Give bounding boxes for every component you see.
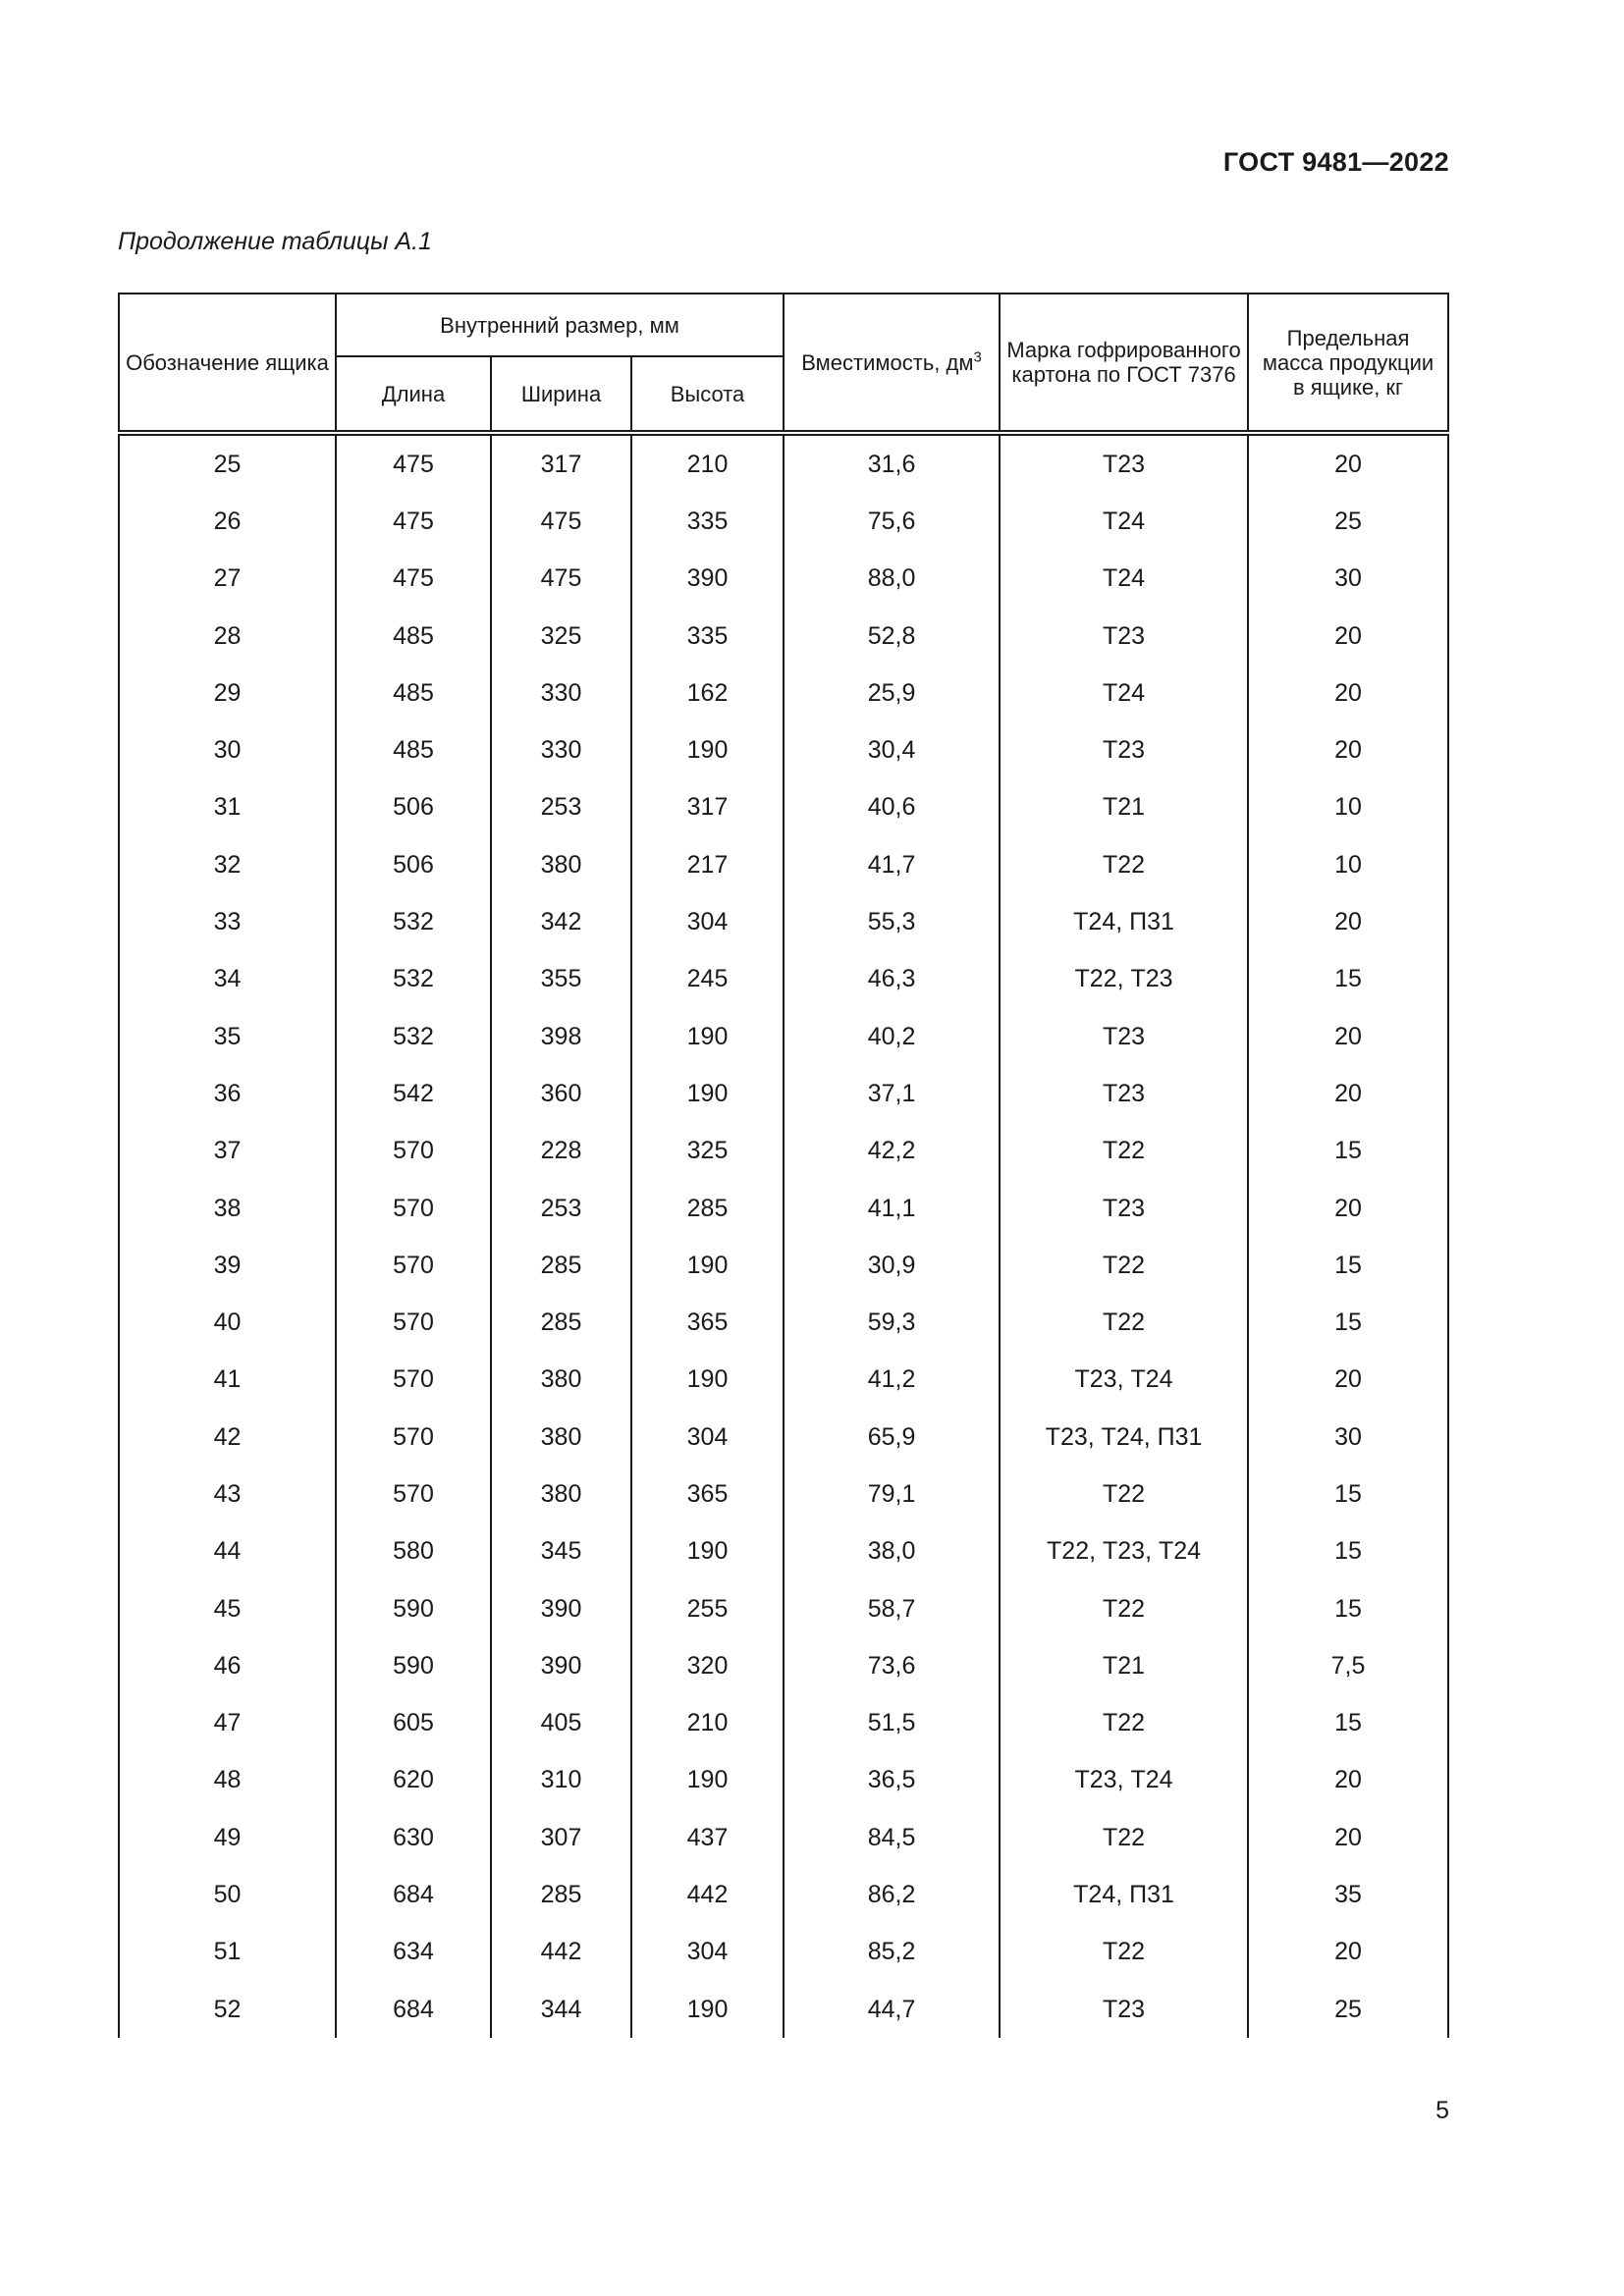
- table-row: [119, 433, 1448, 493]
- cell-grade: Т22: [1000, 1809, 1248, 1866]
- cell-designation: 48: [119, 1752, 336, 1809]
- cell-width: 285: [491, 1294, 631, 1351]
- cell-height: 325: [631, 1123, 784, 1180]
- cell-height: 304: [631, 893, 784, 950]
- cell-capacity: 31,6: [784, 433, 1000, 493]
- cell-capacity: 41,2: [784, 1352, 1000, 1409]
- cell-designation: 31: [119, 779, 336, 836]
- cell-grade: Т24, П31: [1000, 1866, 1248, 1923]
- cell-max-mass: 20: [1248, 433, 1448, 493]
- cell-max-mass: 15: [1248, 1695, 1448, 1752]
- cell-length: 684: [336, 1866, 491, 1923]
- cell-grade: Т21: [1000, 779, 1248, 836]
- table-row: [119, 1752, 1448, 1809]
- cell-height: 190: [631, 1065, 784, 1122]
- cell-grade: Т24: [1000, 493, 1248, 550]
- cell-length: 542: [336, 1065, 491, 1122]
- cell-grade: Т23: [1000, 1981, 1248, 2038]
- cell-grade: Т22: [1000, 1580, 1248, 1637]
- cell-max-mass: 20: [1248, 1752, 1448, 1809]
- cell-height: 365: [631, 1466, 784, 1522]
- cell-length: 475: [336, 433, 491, 493]
- table-row: [119, 1924, 1448, 1981]
- cell-designation: 45: [119, 1580, 336, 1637]
- cell-height: 335: [631, 493, 784, 550]
- cell-designation: 26: [119, 493, 336, 550]
- cell-length: 485: [336, 608, 491, 665]
- table-row: [119, 1809, 1448, 1866]
- cell-length: 570: [336, 1294, 491, 1351]
- cell-height: 190: [631, 1352, 784, 1409]
- cell-capacity: 51,5: [784, 1695, 1000, 1752]
- cell-height: 335: [631, 608, 784, 665]
- cell-max-mass: 15: [1248, 1294, 1448, 1351]
- cell-length: 506: [336, 836, 491, 893]
- cell-width: 317: [491, 433, 631, 493]
- table-caption: Продолжение таблицы А.1: [118, 228, 432, 255]
- table-row: [119, 951, 1448, 1008]
- table-row: [119, 1294, 1448, 1351]
- cell-max-mass: 10: [1248, 779, 1448, 836]
- cell-max-mass: 20: [1248, 1809, 1448, 1866]
- cell-width: 380: [491, 1352, 631, 1409]
- cell-length: 605: [336, 1695, 491, 1752]
- cell-max-mass: 35: [1248, 1866, 1448, 1923]
- cell-capacity: 40,6: [784, 779, 1000, 836]
- cell-capacity: 52,8: [784, 608, 1000, 665]
- cell-length: 532: [336, 1008, 491, 1065]
- cell-capacity: 42,2: [784, 1123, 1000, 1180]
- cell-designation: 43: [119, 1466, 336, 1522]
- cell-capacity: 59,3: [784, 1294, 1000, 1351]
- header-designation: Обозначение ящика: [119, 294, 336, 433]
- cell-capacity: 46,3: [784, 951, 1000, 1008]
- cell-grade: Т22, Т23, Т24: [1000, 1523, 1248, 1580]
- cell-width: 330: [491, 665, 631, 721]
- cell-max-mass: 20: [1248, 1065, 1448, 1122]
- cell-width: 285: [491, 1237, 631, 1294]
- table-row: [119, 1123, 1448, 1180]
- cell-width: 342: [491, 893, 631, 950]
- cell-width: 390: [491, 1637, 631, 1694]
- cell-height: 190: [631, 721, 784, 778]
- cell-capacity: 84,5: [784, 1809, 1000, 1866]
- cell-designation: 25: [119, 433, 336, 493]
- page-number: 5: [1435, 2097, 1449, 2124]
- cell-designation: 49: [119, 1809, 336, 1866]
- cell-capacity: 25,9: [784, 665, 1000, 721]
- cell-designation: 27: [119, 551, 336, 608]
- cell-max-mass: 25: [1248, 1981, 1448, 2038]
- cell-length: 630: [336, 1809, 491, 1866]
- cell-grade: Т24: [1000, 551, 1248, 608]
- cell-height: 365: [631, 1294, 784, 1351]
- document-code: ГОСТ 9481—2022: [1222, 147, 1449, 177]
- table-row: [119, 493, 1448, 550]
- cell-height: 285: [631, 1180, 784, 1237]
- cell-capacity: 30,4: [784, 721, 1000, 778]
- cell-grade: Т23, Т24: [1000, 1752, 1248, 1809]
- cell-capacity: 36,5: [784, 1752, 1000, 1809]
- cell-width: 360: [491, 1065, 631, 1122]
- table-row: [119, 1008, 1448, 1065]
- cell-width: 390: [491, 1580, 631, 1637]
- cell-height: 304: [631, 1924, 784, 1981]
- cell-designation: 41: [119, 1352, 336, 1409]
- cell-max-mass: 15: [1248, 1523, 1448, 1580]
- cell-designation: 44: [119, 1523, 336, 1580]
- cell-grade: Т24: [1000, 665, 1248, 721]
- cell-length: 485: [336, 721, 491, 778]
- cell-height: 210: [631, 1695, 784, 1752]
- header-width: Ширина: [491, 356, 631, 433]
- cell-grade: Т23: [1000, 1065, 1248, 1122]
- cell-grade: Т22, Т23: [1000, 951, 1248, 1008]
- cell-designation: 40: [119, 1294, 336, 1351]
- cell-height: 255: [631, 1580, 784, 1637]
- cell-length: 570: [336, 1237, 491, 1294]
- cell-designation: 50: [119, 1866, 336, 1923]
- cell-designation: 32: [119, 836, 336, 893]
- cell-designation: 33: [119, 893, 336, 950]
- cell-grade: Т22: [1000, 1294, 1248, 1351]
- cell-width: 380: [491, 836, 631, 893]
- cell-length: 475: [336, 551, 491, 608]
- cell-max-mass: 15: [1248, 1580, 1448, 1637]
- table-row: [119, 1466, 1448, 1522]
- table-row: [119, 1065, 1448, 1122]
- table-row: [119, 608, 1448, 665]
- header-inner-size: Внутренний размер, мм: [336, 294, 784, 356]
- cell-grade: Т24, П31: [1000, 893, 1248, 950]
- boxes-table: [118, 293, 1449, 2038]
- cell-length: 590: [336, 1637, 491, 1694]
- cell-width: 285: [491, 1866, 631, 1923]
- cell-capacity: 88,0: [784, 551, 1000, 608]
- cell-width: 253: [491, 779, 631, 836]
- cell-width: 442: [491, 1924, 631, 1981]
- cell-capacity: 86,2: [784, 1866, 1000, 1923]
- cell-max-mass: 7,5: [1248, 1637, 1448, 1694]
- cell-max-mass: 20: [1248, 1924, 1448, 1981]
- cell-width: 307: [491, 1809, 631, 1866]
- cell-designation: 36: [119, 1065, 336, 1122]
- cell-length: 570: [336, 1123, 491, 1180]
- cell-length: 620: [336, 1752, 491, 1809]
- cell-height: 320: [631, 1637, 784, 1694]
- cell-width: 253: [491, 1180, 631, 1237]
- cell-max-mass: 25: [1248, 493, 1448, 550]
- table-row: [119, 1352, 1448, 1409]
- cell-capacity: 73,6: [784, 1637, 1000, 1694]
- cell-designation: 37: [119, 1123, 336, 1180]
- cell-length: 532: [336, 893, 491, 950]
- cell-max-mass: 20: [1248, 721, 1448, 778]
- cell-height: 442: [631, 1866, 784, 1923]
- cell-capacity: 85,2: [784, 1924, 1000, 1981]
- cell-width: 398: [491, 1008, 631, 1065]
- cell-height: 437: [631, 1809, 784, 1866]
- cell-max-mass: 20: [1248, 665, 1448, 721]
- header-length: Длина: [336, 356, 491, 433]
- table-row: [119, 836, 1448, 893]
- cell-length: 580: [336, 1523, 491, 1580]
- cell-capacity: 41,7: [784, 836, 1000, 893]
- table-row: [119, 1180, 1448, 1237]
- cell-length: 634: [336, 1924, 491, 1981]
- cell-width: 344: [491, 1981, 631, 2038]
- table-row: [119, 1866, 1448, 1923]
- table-row: [119, 779, 1448, 836]
- cell-width: 345: [491, 1523, 631, 1580]
- cell-capacity: 75,6: [784, 493, 1000, 550]
- cell-height: 190: [631, 1752, 784, 1809]
- cell-length: 570: [336, 1180, 491, 1237]
- header-max-mass: Предельная масса продукции в ящике, кг: [1248, 294, 1448, 433]
- cell-length: 570: [336, 1409, 491, 1466]
- cell-grade: Т23: [1000, 1180, 1248, 1237]
- table-body: [119, 433, 1448, 2038]
- cell-max-mass: 10: [1248, 836, 1448, 893]
- table-row: [119, 1637, 1448, 1694]
- cell-max-mass: 20: [1248, 1352, 1448, 1409]
- header-capacity-label: Вместимость, дм: [801, 349, 974, 375]
- cell-capacity: 38,0: [784, 1523, 1000, 1580]
- cell-max-mass: 20: [1248, 1180, 1448, 1237]
- cell-capacity: 37,1: [784, 1065, 1000, 1122]
- cell-capacity: 44,7: [784, 1981, 1000, 2038]
- header-capacity: [784, 294, 1000, 433]
- cell-max-mass: 30: [1248, 551, 1448, 608]
- header-grade: Марка гофрированного картона по ГОСТ 7376: [1000, 294, 1248, 433]
- cell-width: 310: [491, 1752, 631, 1809]
- cell-max-mass: 15: [1248, 1237, 1448, 1294]
- cell-grade: Т22: [1000, 1924, 1248, 1981]
- cell-designation: 35: [119, 1008, 336, 1065]
- cell-length: 485: [336, 665, 491, 721]
- cell-capacity: 65,9: [784, 1409, 1000, 1466]
- table-row: [119, 1981, 1448, 2038]
- cell-grade: Т22: [1000, 1466, 1248, 1522]
- cell-height: 245: [631, 951, 784, 1008]
- cell-height: 190: [631, 1008, 784, 1065]
- cell-capacity: 40,2: [784, 1008, 1000, 1065]
- cell-designation: 30: [119, 721, 336, 778]
- cell-max-mass: 15: [1248, 1466, 1448, 1522]
- cell-length: 590: [336, 1580, 491, 1637]
- cell-designation: 39: [119, 1237, 336, 1294]
- cell-capacity: 30,9: [784, 1237, 1000, 1294]
- cell-designation: 51: [119, 1924, 336, 1981]
- cell-length: 684: [336, 1981, 491, 2038]
- cell-height: 190: [631, 1981, 784, 2038]
- cell-capacity: 55,3: [784, 893, 1000, 950]
- cell-length: 570: [336, 1466, 491, 1522]
- table-row: [119, 1695, 1448, 1752]
- cell-grade: Т23, Т24: [1000, 1352, 1248, 1409]
- cell-grade: Т23: [1000, 608, 1248, 665]
- cell-height: 190: [631, 1237, 784, 1294]
- cell-designation: 47: [119, 1695, 336, 1752]
- cell-width: 405: [491, 1695, 631, 1752]
- cell-width: 380: [491, 1466, 631, 1522]
- cell-max-mass: 20: [1248, 608, 1448, 665]
- cell-capacity: 41,1: [784, 1180, 1000, 1237]
- cell-width: 330: [491, 721, 631, 778]
- cell-height: 190: [631, 1523, 784, 1580]
- cell-grade: Т22: [1000, 836, 1248, 893]
- cell-designation: 42: [119, 1409, 336, 1466]
- cell-length: 475: [336, 493, 491, 550]
- cell-max-mass: 20: [1248, 1008, 1448, 1065]
- cell-grade: Т23, Т24, П31: [1000, 1409, 1248, 1466]
- table-row: [119, 893, 1448, 950]
- cell-grade: Т23: [1000, 1008, 1248, 1065]
- cell-width: 475: [491, 551, 631, 608]
- header-capacity-exponent: 3: [973, 348, 982, 366]
- cell-designation: 46: [119, 1637, 336, 1694]
- cell-grade: Т23: [1000, 433, 1248, 493]
- cell-grade: Т22: [1000, 1237, 1248, 1294]
- cell-width: 380: [491, 1409, 631, 1466]
- cell-capacity: 79,1: [784, 1466, 1000, 1522]
- table-row: [119, 721, 1448, 778]
- cell-width: 325: [491, 608, 631, 665]
- cell-max-mass: 20: [1248, 893, 1448, 950]
- cell-height: 210: [631, 433, 784, 493]
- cell-width: 475: [491, 493, 631, 550]
- cell-capacity: 58,7: [784, 1580, 1000, 1637]
- cell-height: 317: [631, 779, 784, 836]
- table-row: [119, 1523, 1448, 1580]
- cell-width: 228: [491, 1123, 631, 1180]
- cell-height: 217: [631, 836, 784, 893]
- cell-length: 532: [336, 951, 491, 1008]
- table-row: [119, 1580, 1448, 1637]
- cell-length: 570: [336, 1352, 491, 1409]
- cell-designation: 52: [119, 1981, 336, 2038]
- cell-height: 390: [631, 551, 784, 608]
- cell-height: 162: [631, 665, 784, 721]
- cell-max-mass: 15: [1248, 1123, 1448, 1180]
- cell-designation: 38: [119, 1180, 336, 1237]
- table-row: [119, 1409, 1448, 1466]
- cell-width: 355: [491, 951, 631, 1008]
- cell-max-mass: 15: [1248, 951, 1448, 1008]
- table-row: [119, 665, 1448, 721]
- cell-grade: Т22: [1000, 1695, 1248, 1752]
- cell-height: 304: [631, 1409, 784, 1466]
- cell-designation: 28: [119, 608, 336, 665]
- cell-length: 506: [336, 779, 491, 836]
- cell-grade: Т22: [1000, 1123, 1248, 1180]
- cell-grade: Т21: [1000, 1637, 1248, 1694]
- cell-designation: 34: [119, 951, 336, 1008]
- table-row: [119, 551, 1448, 608]
- header-height: Высота: [631, 356, 784, 433]
- cell-designation: 29: [119, 665, 336, 721]
- cell-grade: Т23: [1000, 721, 1248, 778]
- cell-max-mass: 30: [1248, 1409, 1448, 1466]
- table-row: [119, 1237, 1448, 1294]
